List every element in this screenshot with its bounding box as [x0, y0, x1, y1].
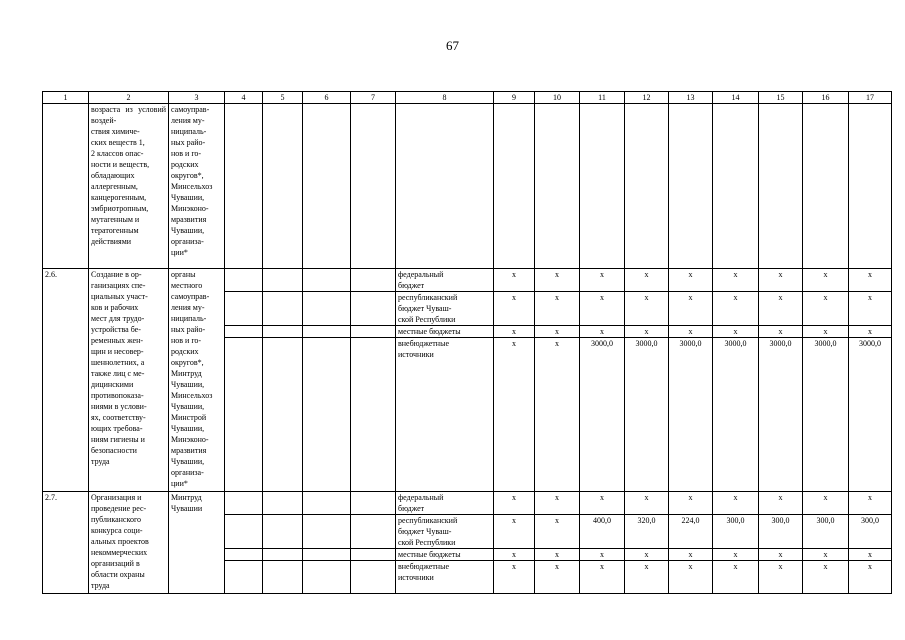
funding-value: х: [803, 549, 849, 561]
empty-cell: [225, 549, 263, 561]
funding-value: х: [669, 269, 713, 292]
funding-value: х: [580, 549, 625, 561]
empty-cell: [225, 269, 263, 292]
funding-value: х: [535, 549, 580, 561]
funding-value: х: [759, 292, 803, 326]
item-number-cell: [43, 104, 89, 269]
funding-value: х: [494, 515, 535, 549]
funding-source: внебюджетные источники: [396, 561, 494, 594]
empty-cell: [225, 492, 263, 515]
funding-value: х: [494, 326, 535, 338]
column-number: 11: [580, 92, 625, 104]
column-number: 5: [263, 92, 303, 104]
funding-value: х: [625, 269, 669, 292]
empty-cell: [303, 549, 351, 561]
funding-value: 300,0: [803, 515, 849, 549]
funding-source: местные бюджеты: [396, 326, 494, 338]
column-number: 10: [535, 92, 580, 104]
funding-value: 300,0: [759, 515, 803, 549]
funding-source: республиканский бюджет Чуваш- ской Республики: [396, 515, 494, 549]
executors-text: органы местного самоуправ- ления му- ниципаль- ных райо- нов и го- родских округов*, Минтруд Чувашии, Минсельхоз Чувашии, Минстрой Чувашии, Минэконо- мразвития Чувашии, организа- ции*: [169, 269, 225, 492]
funding-value: х: [625, 292, 669, 326]
funding-value: х: [535, 561, 580, 594]
funding-value: х: [625, 326, 669, 338]
funding-value: х: [580, 492, 625, 515]
funding-value: х: [803, 326, 849, 338]
empty-cell: [225, 292, 263, 326]
empty-cell: [351, 515, 396, 549]
funding-value: х: [494, 492, 535, 515]
funding-value: х: [535, 269, 580, 292]
funding-value: х: [759, 549, 803, 561]
empty-cell: [351, 492, 396, 515]
column-number: 1: [43, 92, 89, 104]
column-number: 7: [351, 92, 396, 104]
page-number: 67: [446, 38, 459, 53]
program-table: [42, 91, 892, 594]
funding-value: х: [535, 515, 580, 549]
funding-value: х: [669, 326, 713, 338]
funding-value: 400,0: [580, 515, 625, 549]
funding-value: х: [669, 561, 713, 594]
empty-cell: [225, 561, 263, 594]
funding-source: внебюджетные источники: [396, 338, 494, 492]
empty-cell: [263, 549, 303, 561]
funding-value: х: [759, 561, 803, 594]
column-number: 8: [396, 92, 494, 104]
funding-value: х: [494, 292, 535, 326]
funding-value: 3000,0: [713, 338, 759, 492]
funding-value: х: [803, 492, 849, 515]
funding-value: х: [713, 492, 759, 515]
executors-text: Минтруд Чувашии: [169, 492, 225, 594]
column-number-row: [43, 92, 892, 104]
measure-text: возраста из условий воздей- ствия химиче- ских веществ 1, 2 классов опас- ности и веществ, обладающих аллергенным, канцерогенным, эмбриотропным, мутагенным и тератогенным действиями: [89, 104, 169, 269]
funding-value: 3000,0: [849, 338, 892, 492]
empty-cell: [303, 338, 351, 492]
funding-value: х: [803, 269, 849, 292]
funding-value: х: [759, 326, 803, 338]
funding-value: х: [713, 549, 759, 561]
funding-value: х: [713, 326, 759, 338]
column-number: 4: [225, 92, 263, 104]
funding-value: 3000,0: [803, 338, 849, 492]
item-number: 2.6.: [43, 269, 89, 492]
funding-value: 224,0: [669, 515, 713, 549]
funding-row: [43, 492, 892, 515]
funding-value: х: [625, 549, 669, 561]
funding-source: местные бюджеты: [396, 549, 494, 561]
funding-value: х: [713, 269, 759, 292]
column-number: 14: [713, 92, 759, 104]
funding-value: х: [580, 326, 625, 338]
funding-value: 3000,0: [759, 338, 803, 492]
measure-text: Создание в ор- ганизациях спе- циальных участ- ков и рабочих мест для трудо- устройства бе- ременных жен- щин и несовер- шеннолетних, а также лиц с ме- дицинскими противопоказа- ниями в услови- ях, соответству- ющих требова- ниям гигиены и безопасности труда: [89, 269, 169, 492]
funding-value: х: [535, 338, 580, 492]
column-number: 9: [494, 92, 535, 104]
funding-value: х: [713, 292, 759, 326]
funding-value: х: [580, 561, 625, 594]
empty-cell: [263, 492, 303, 515]
funding-value: 3000,0: [580, 338, 625, 492]
empty-cell: [303, 326, 351, 338]
funding-source: федеральный бюджет: [396, 269, 494, 292]
empty-cell: [263, 338, 303, 492]
empty-cell: [351, 292, 396, 326]
funding-value: х: [494, 269, 535, 292]
funding-value: х: [494, 561, 535, 594]
funding-value: х: [849, 326, 892, 338]
funding-value: х: [494, 549, 535, 561]
funding-value: х: [669, 492, 713, 515]
continuation-row: [43, 104, 892, 269]
funding-value: х: [535, 492, 580, 515]
funding-value: х: [849, 492, 892, 515]
empty-cell: [225, 326, 263, 338]
empty-cell: [351, 561, 396, 594]
funding-value: х: [625, 561, 669, 594]
empty-cell: [263, 515, 303, 549]
funding-value: х: [713, 561, 759, 594]
funding-value: х: [759, 269, 803, 292]
funding-value: х: [580, 269, 625, 292]
column-number: 6: [303, 92, 351, 104]
funding-value: х: [535, 292, 580, 326]
funding-value: 3000,0: [669, 338, 713, 492]
funding-value: х: [580, 292, 625, 326]
funding-value: х: [494, 338, 535, 492]
funding-value: х: [849, 561, 892, 594]
funding-value: х: [849, 269, 892, 292]
column-number: 17: [849, 92, 892, 104]
column-number: 3: [169, 92, 225, 104]
empty-cell: [263, 269, 303, 292]
table-body: [43, 92, 892, 594]
column-number: 15: [759, 92, 803, 104]
empty-cell: [225, 338, 263, 492]
item-number: 2.7.: [43, 492, 89, 594]
empty-cell: [263, 326, 303, 338]
empty-cell: [303, 492, 351, 515]
funding-value: 300,0: [713, 515, 759, 549]
executors-text: самоуправ- ления му- ниципаль- ных райо- нов и го- родских округов*, Минсельхоз Чувашии, Минэконо- мразвития Чувашии, организа- ции*: [169, 104, 225, 269]
funding-value: х: [669, 292, 713, 326]
empty-cell: [263, 561, 303, 594]
funding-row: [43, 269, 892, 292]
empty-cell: [225, 515, 263, 549]
empty-cell: [263, 292, 303, 326]
column-number: 12: [625, 92, 669, 104]
empty-cell: [351, 269, 396, 292]
funding-source: федеральный бюджет: [396, 492, 494, 515]
empty-cell: [303, 292, 351, 326]
column-number: 2: [89, 92, 169, 104]
funding-value: 3000,0: [625, 338, 669, 492]
funding-value: х: [669, 549, 713, 561]
funding-value: 300,0: [849, 515, 892, 549]
funding-value: х: [849, 292, 892, 326]
funding-value: 320,0: [625, 515, 669, 549]
column-number: 13: [669, 92, 713, 104]
funding-value: х: [759, 492, 803, 515]
empty-cell: [303, 515, 351, 549]
funding-value: х: [535, 326, 580, 338]
measure-text: Организация и проведение рес- публиканского конкурса соци- альных проектов некоммерческих организаций в области охраны труда: [89, 492, 169, 594]
funding-value: х: [625, 492, 669, 515]
funding-value: х: [803, 561, 849, 594]
empty-cell: [351, 338, 396, 492]
column-number: 16: [803, 92, 849, 104]
funding-source: республиканский бюджет Чуваш- ской Республики: [396, 292, 494, 326]
funding-value: х: [803, 292, 849, 326]
empty-cell: [303, 269, 351, 292]
empty-cell: [351, 549, 396, 561]
empty-cell: [351, 326, 396, 338]
funding-value: х: [849, 549, 892, 561]
empty-cell: [303, 561, 351, 594]
